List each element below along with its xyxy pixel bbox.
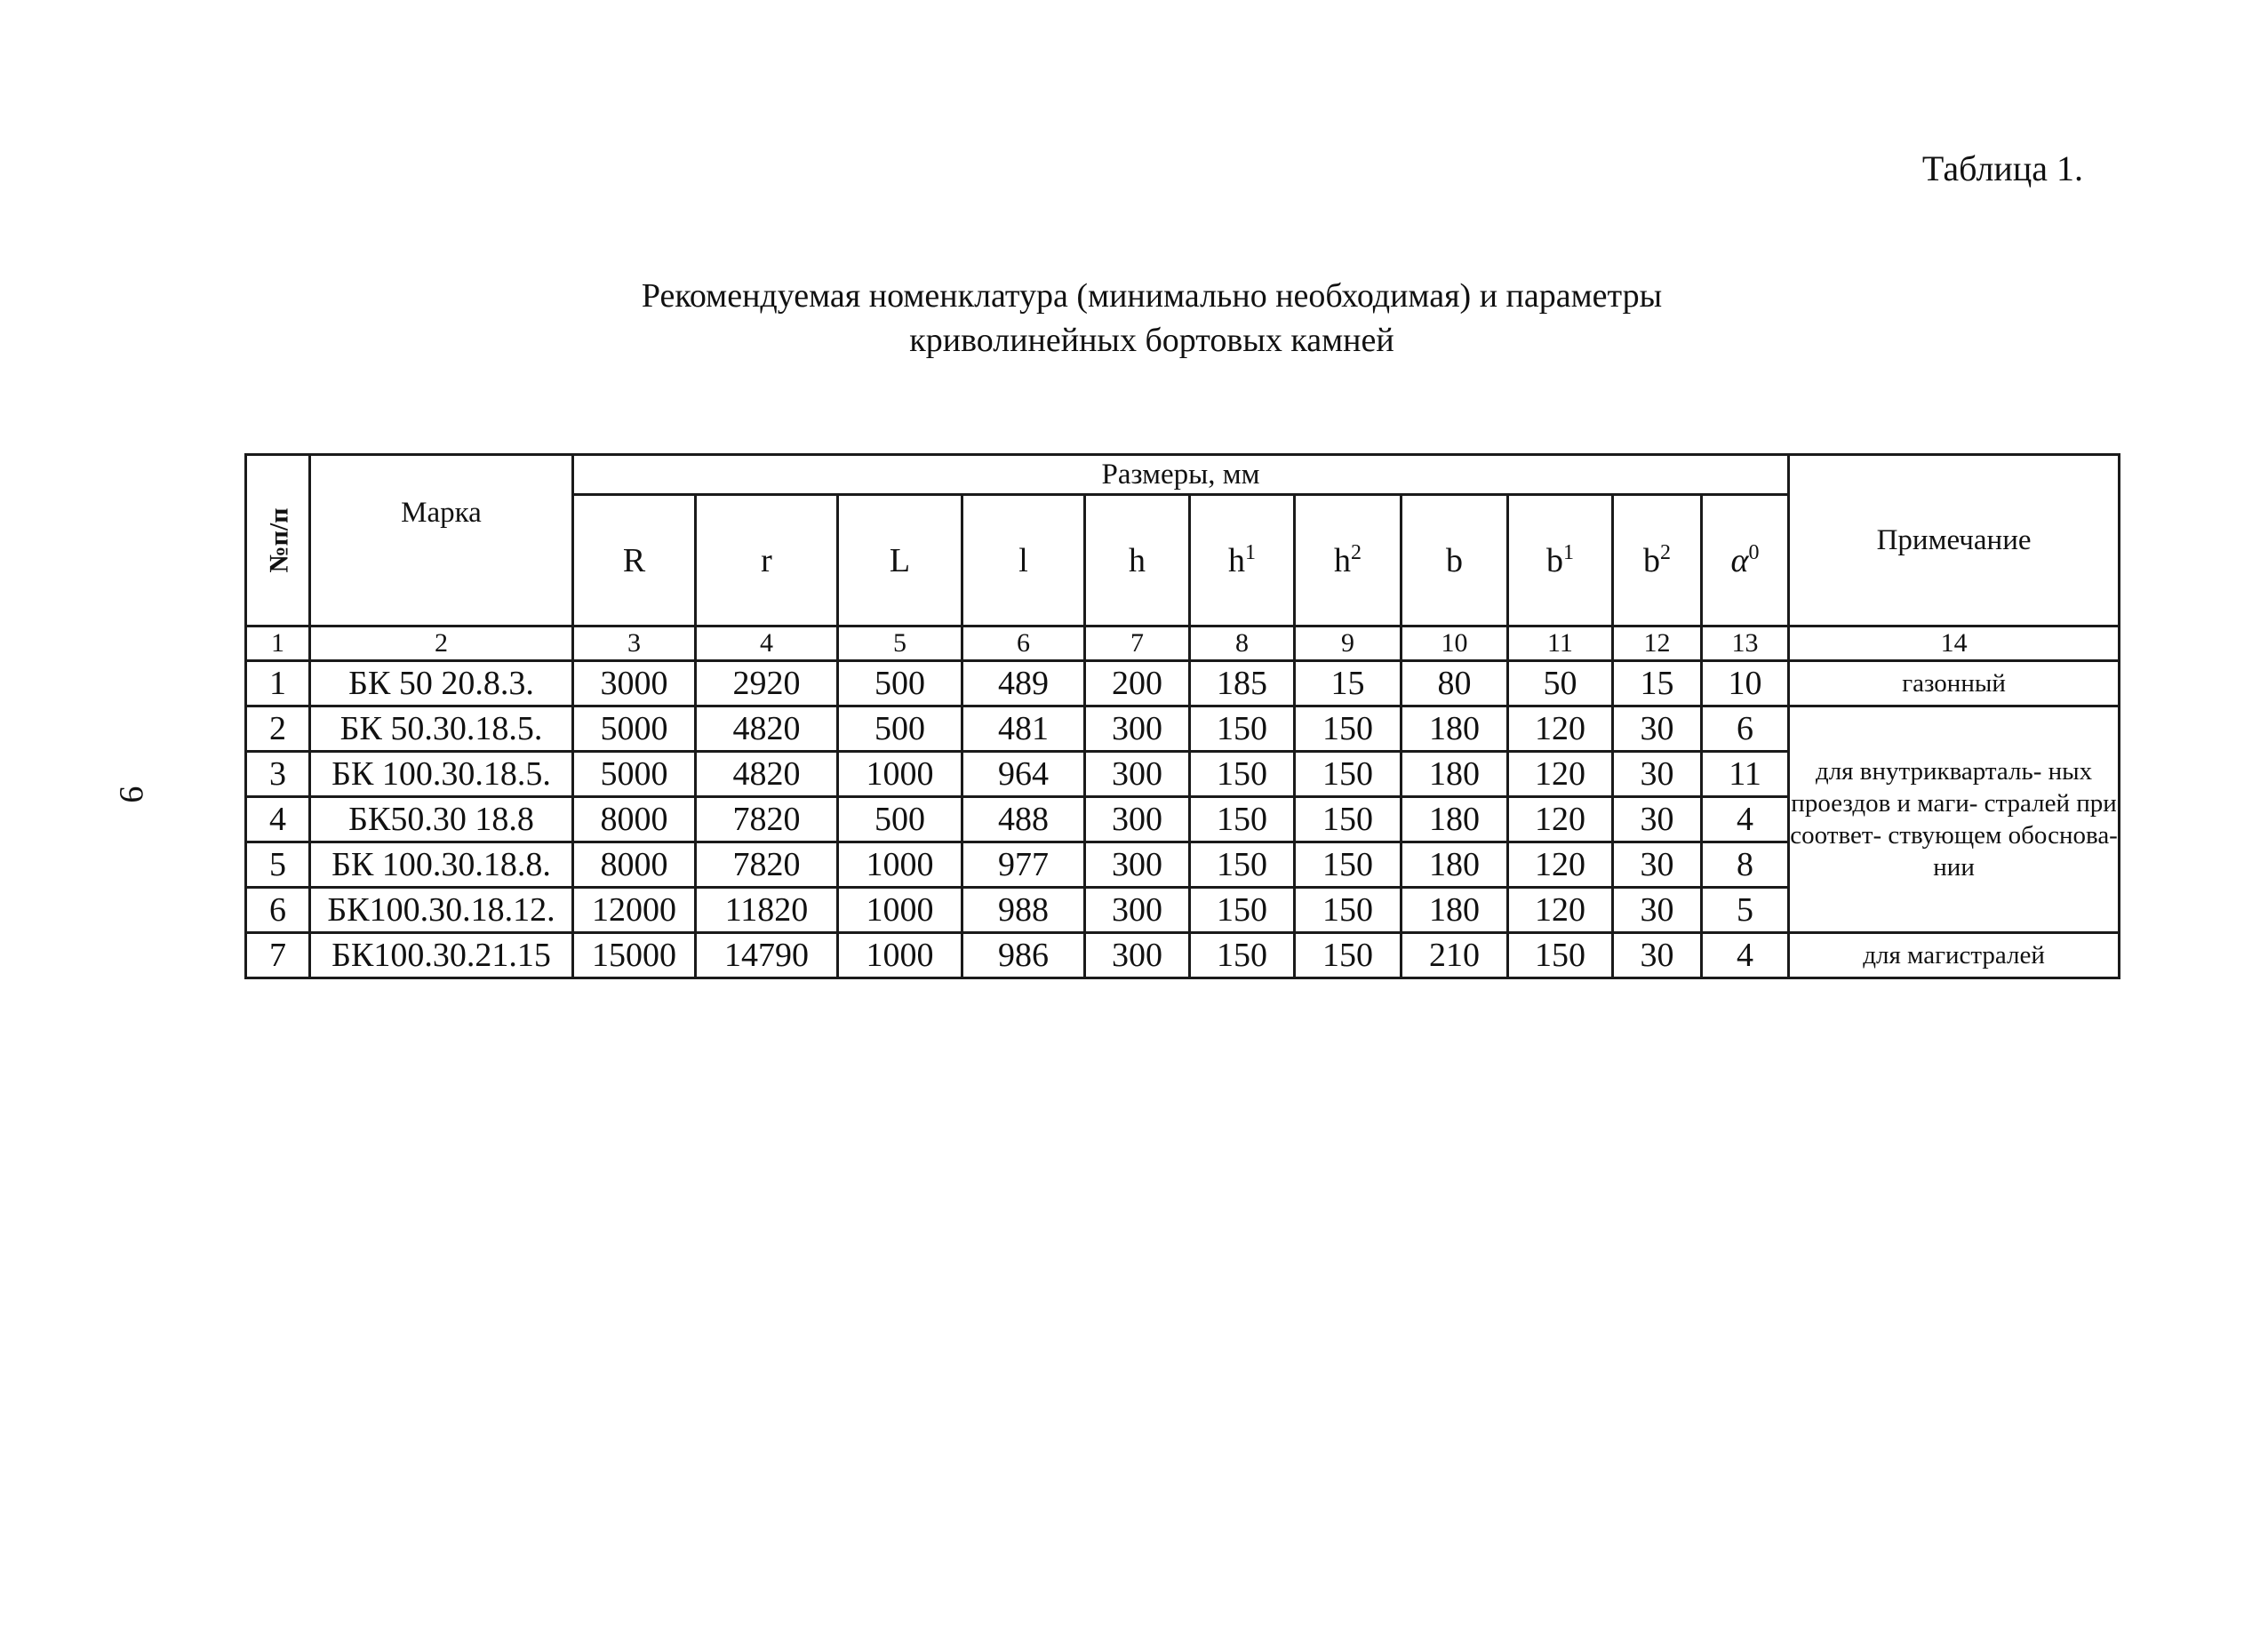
cell-alpha: 6 <box>1702 706 1789 752</box>
cell-h2: 150 <box>1295 888 1402 933</box>
header-h2-sup: 2 <box>1351 540 1362 564</box>
col-number: 5 <box>838 626 962 661</box>
cell-marka: БК50.30 18.8 <box>310 797 573 842</box>
col-number: 2 <box>310 626 573 661</box>
cell-h1: 150 <box>1190 842 1295 888</box>
header-alpha <box>1702 495 1789 626</box>
cell-R: 8000 <box>573 797 696 842</box>
cell-h1: 150 <box>1190 706 1295 752</box>
header-alpha-base: α <box>1730 541 1749 579</box>
header-h2-base: h <box>1334 541 1351 579</box>
cell-l: 488 <box>962 797 1085 842</box>
header-r: r <box>696 495 838 626</box>
col-number: 13 <box>1702 626 1789 661</box>
cell-h1: 150 <box>1190 933 1295 978</box>
cell-r: 4820 <box>696 706 838 752</box>
document-title-line-2: криволинейных бортовых камней <box>909 322 1394 359</box>
cell-r: 14790 <box>696 933 838 978</box>
cell-b: 180 <box>1402 797 1508 842</box>
header-b1 <box>1508 495 1613 626</box>
cell-L: 1000 <box>838 888 962 933</box>
col-number: 1 <box>246 626 310 661</box>
cell-r: 2920 <box>696 661 838 706</box>
header-sizes-group: Размеры, мм <box>573 455 1789 495</box>
col-number: 10 <box>1402 626 1508 661</box>
column-numbers-row <box>246 626 2120 661</box>
cell-num: 1 <box>246 661 310 706</box>
cell-alpha: 10 <box>1702 661 1789 706</box>
cell-L: 500 <box>838 661 962 706</box>
cell-b1: 120 <box>1508 752 1613 797</box>
cell-R: 5000 <box>573 752 696 797</box>
cell-num: 5 <box>246 842 310 888</box>
cell-marka: БК 100.30.18.5. <box>310 752 573 797</box>
header-b2 <box>1613 495 1702 626</box>
header-b2-base: b <box>1643 541 1660 579</box>
cell-h1: 150 <box>1190 752 1295 797</box>
cell-b1: 120 <box>1508 842 1613 888</box>
col-number: 7 <box>1085 626 1190 661</box>
cell-num: 2 <box>246 706 310 752</box>
cell-l: 977 <box>962 842 1085 888</box>
header-marka: Марка <box>310 455 573 626</box>
header-num-label: №п/п <box>264 507 294 573</box>
cell-h1: 150 <box>1190 797 1295 842</box>
header-alpha-sup: 0 <box>1748 540 1760 564</box>
cell-h1: 185 <box>1190 661 1295 706</box>
cell-b: 210 <box>1402 933 1508 978</box>
cell-alpha: 11 <box>1702 752 1789 797</box>
document-title <box>0 274 2268 363</box>
cell-b: 180 <box>1402 842 1508 888</box>
col-number: 11 <box>1508 626 1613 661</box>
header-num <box>246 455 310 626</box>
cell-l: 481 <box>962 706 1085 752</box>
document-title-line-1: Рекомендуемая номенклатура (минимально необходимая) и параметры <box>641 277 1663 315</box>
cell-num: 4 <box>246 797 310 842</box>
cell-num: 6 <box>246 888 310 933</box>
header-l: l <box>962 495 1085 626</box>
col-number: 12 <box>1613 626 1702 661</box>
cell-b2: 30 <box>1613 933 1702 978</box>
cell-alpha: 4 <box>1702 933 1789 978</box>
header-h: h <box>1085 495 1190 626</box>
cell-L: 1000 <box>838 842 962 888</box>
header-row-group <box>246 455 2120 495</box>
col-number: 14 <box>1789 626 2120 661</box>
cell-num: 7 <box>246 933 310 978</box>
cell-h: 200 <box>1085 661 1190 706</box>
cell-R: 3000 <box>573 661 696 706</box>
cell-L: 1000 <box>838 752 962 797</box>
table-row <box>246 706 2120 752</box>
cell-marka: БК 50 20.8.3. <box>310 661 573 706</box>
cell-b1: 120 <box>1508 797 1613 842</box>
cell-b2: 15 <box>1613 661 1702 706</box>
header-L: L <box>838 495 962 626</box>
cell-R: 5000 <box>573 706 696 752</box>
table-label: Таблица 1. <box>1921 148 2083 188</box>
cell-L: 500 <box>838 797 962 842</box>
cell-note: для магистралей <box>1789 933 2120 978</box>
cell-L: 500 <box>838 706 962 752</box>
cell-b2: 30 <box>1613 797 1702 842</box>
cell-marka: БК 100.30.18.8. <box>310 842 573 888</box>
cell-h2: 150 <box>1295 752 1402 797</box>
col-number: 6 <box>962 626 1085 661</box>
table-row <box>246 661 2120 706</box>
cell-b1: 120 <box>1508 706 1613 752</box>
cell-b2: 30 <box>1613 752 1702 797</box>
header-note: Примечание <box>1789 455 2120 626</box>
cell-b2: 30 <box>1613 888 1702 933</box>
cell-h1: 150 <box>1190 888 1295 933</box>
curb-stones-table <box>244 453 2120 979</box>
cell-marka: БК100.30.21.15 <box>310 933 573 978</box>
cell-R: 8000 <box>573 842 696 888</box>
table-row <box>246 933 2120 978</box>
cell-note-merged: для внутрикварталь- ных проездов и маги- стралей при соответ- ствующем обоснова- нии <box>1789 706 2120 933</box>
cell-alpha: 4 <box>1702 797 1789 842</box>
cell-h: 300 <box>1085 752 1190 797</box>
cell-b2: 30 <box>1613 706 1702 752</box>
cell-h: 300 <box>1085 888 1190 933</box>
header-h1-base: h <box>1228 541 1245 579</box>
cell-h2: 150 <box>1295 842 1402 888</box>
cell-L: 1000 <box>838 933 962 978</box>
cell-note: газонный <box>1789 661 2120 706</box>
cell-h2: 150 <box>1295 933 1402 978</box>
cell-h: 300 <box>1085 797 1190 842</box>
cell-b1: 150 <box>1508 933 1613 978</box>
header-b1-sup: 1 <box>1563 540 1574 564</box>
cell-r: 7820 <box>696 842 838 888</box>
cell-h: 300 <box>1085 706 1190 752</box>
cell-l: 988 <box>962 888 1085 933</box>
cell-R: 15000 <box>573 933 696 978</box>
header-h1-sup: 1 <box>1245 540 1256 564</box>
cell-b: 80 <box>1402 661 1508 706</box>
cell-b: 180 <box>1402 706 1508 752</box>
header-h1 <box>1190 495 1295 626</box>
cell-h: 300 <box>1085 933 1190 978</box>
cell-b1: 50 <box>1508 661 1613 706</box>
cell-r: 7820 <box>696 797 838 842</box>
cell-b: 180 <box>1402 752 1508 797</box>
cell-alpha: 5 <box>1702 888 1789 933</box>
cell-r: 11820 <box>696 888 838 933</box>
header-b2-sup: 2 <box>1660 540 1671 564</box>
cell-l: 986 <box>962 933 1085 978</box>
header-R: R <box>573 495 696 626</box>
cell-l: 489 <box>962 661 1085 706</box>
cell-b: 180 <box>1402 888 1508 933</box>
cell-R: 12000 <box>573 888 696 933</box>
page-number: 9 <box>112 786 150 803</box>
cell-marka: БК100.30.18.12. <box>310 888 573 933</box>
cell-h2: 150 <box>1295 706 1402 752</box>
cell-num: 3 <box>246 752 310 797</box>
col-number: 8 <box>1190 626 1295 661</box>
header-h2 <box>1295 495 1402 626</box>
cell-alpha: 8 <box>1702 842 1789 888</box>
cell-h: 300 <box>1085 842 1190 888</box>
header-b: b <box>1402 495 1508 626</box>
col-number: 4 <box>696 626 838 661</box>
cell-l: 964 <box>962 752 1085 797</box>
cell-marka: БК 50.30.18.5. <box>310 706 573 752</box>
header-b1-base: b <box>1546 541 1563 579</box>
cell-b1: 120 <box>1508 888 1613 933</box>
col-number: 9 <box>1295 626 1402 661</box>
cell-h2: 15 <box>1295 661 1402 706</box>
cell-b2: 30 <box>1613 842 1702 888</box>
cell-h2: 150 <box>1295 797 1402 842</box>
cell-r: 4820 <box>696 752 838 797</box>
col-number: 3 <box>573 626 696 661</box>
